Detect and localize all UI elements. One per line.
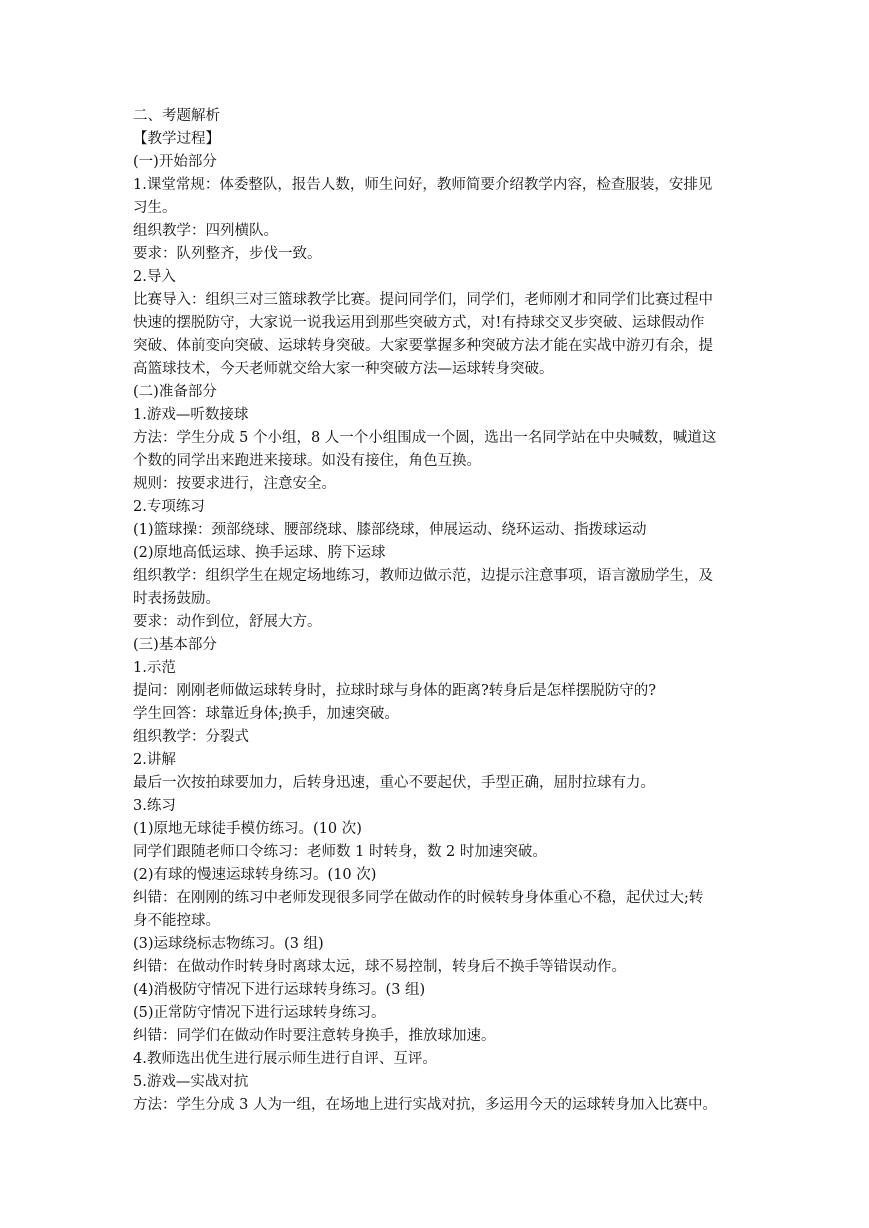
text-line: 组织教学：组织学生在规定场地练习，教师边做示范，边提示注意事项，语言激励学生，及 — [133, 568, 713, 584]
text-line: (4)消极防守情况下进行运球转身练习。(3 组) — [133, 982, 426, 998]
text-line: (3)运球绕标志物练习。(3 组) — [133, 936, 324, 952]
text-line: 纠错：同学们在做动作时要注意转身换手，推放球加速。 — [133, 1028, 496, 1044]
text-line: (2)有球的慢速运球转身练习。(10 次) — [133, 867, 377, 883]
part-heading: (三)基本部分 — [133, 637, 217, 653]
text-line: 1.课堂常规：体委整队，报告人数，师生问好，教师简要介绍教学内容，检查服装，安排见 — [133, 177, 713, 193]
part-heading: (二)准备部分 — [133, 384, 217, 400]
text-line: (5)正常防守情况下进行运球转身练习。 — [133, 1005, 386, 1021]
text-line: 高篮球技术，今天老师就交给大家一种突破方法—运球转身突破。 — [133, 361, 554, 377]
text-line: 学生回答：球靠近身体;换手，加速突破。 — [133, 706, 399, 722]
text-line: (2)原地高低运球、换手运球、胯下运球 — [133, 545, 386, 561]
part-heading: (一)开始部分 — [133, 154, 217, 170]
text-line: 快速的摆脱防守，大家说一说我运用到那些突破方式，对!有持球交叉步突破、运球假动作 — [133, 315, 705, 331]
item-heading: 1.示范 — [133, 660, 176, 676]
text-line: 组织教学：分裂式 — [133, 729, 249, 745]
section-heading: 二、考题解析 — [133, 108, 220, 124]
text-line: 组织教学：四列横队。 — [133, 223, 278, 239]
subsection-heading: 【教学过程】 — [133, 131, 220, 147]
text-line: 规则：按要求进行，注意安全。 — [133, 476, 336, 492]
text-line: 最后一次按拍球要加力，后转身迅速，重心不要起伏，手型正确，屈肘拉球有力。 — [133, 775, 655, 791]
text-line: 提问：刚刚老师做运球转身时，拉球时球与身体的距离?转身后是怎样摆脱防守的? — [133, 683, 657, 699]
text-line: 同学们跟随老师口令练习：老师数 1 时转身，数 2 时加速突破。 — [133, 844, 547, 860]
text-line: (1)篮球操：颈部绕球、腰部绕球、膝部绕球，伸展运动、绕环运动、指拨球运动 — [133, 522, 647, 538]
text-line: 要求：队列整齐，步伐一致。 — [133, 246, 322, 262]
text-line: 4.教师选出优生进行展示师生进行自评、互评。 — [133, 1051, 437, 1067]
text-line: 突破、体前变向突破、运球转身突破。大家要掌握多种突破方法才能在实战中游刃有余，提 — [133, 338, 713, 354]
text-line: 个数的同学出来跑进来接球。如没有接住，角色互换。 — [133, 453, 481, 469]
text-line: 时表扬鼓励。 — [133, 591, 220, 607]
text-line: 方法：学生分成 5 个小组，8 人一个小组围成一个圆，选出一名同学站在中央喊数，喊道这 — [133, 430, 717, 446]
document-body — [133, 105, 743, 1117]
item-heading: 1.游戏—听数接球 — [133, 407, 249, 423]
text-line: 纠错：在刚刚的练习中老师发现很多同学在做动作的时候转身身体重心不稳，起伏过大;转 — [133, 890, 704, 906]
text-line: 习生。 — [133, 200, 177, 216]
text-line: 要求：动作到位，舒展大方。 — [133, 614, 322, 630]
text-line: 纠错：在做动作时转身时离球太远，球不易控制，转身后不换手等错误动作。 — [133, 959, 626, 975]
item-heading: 3.练习 — [133, 798, 176, 814]
item-heading: 2.专项练习 — [133, 499, 205, 515]
text-line: (1)原地无球徒手模仿练习。(10 次) — [133, 821, 362, 837]
item-heading: 2.讲解 — [133, 752, 176, 768]
text-line: 身不能控球。 — [133, 913, 220, 929]
text-line: 方法：学生分成 3 人为一组，在场地上进行实战对抗，多运用今天的运球转身加入比赛中。 — [133, 1097, 717, 1113]
text-line: 比赛导入：组织三对三篮球教学比赛。提问同学们，同学们，老师刚才和同学们比赛过程中 — [133, 292, 713, 308]
item-heading: 5.游戏—实战对抗 — [133, 1074, 249, 1090]
item-heading: 2.导入 — [133, 269, 176, 285]
